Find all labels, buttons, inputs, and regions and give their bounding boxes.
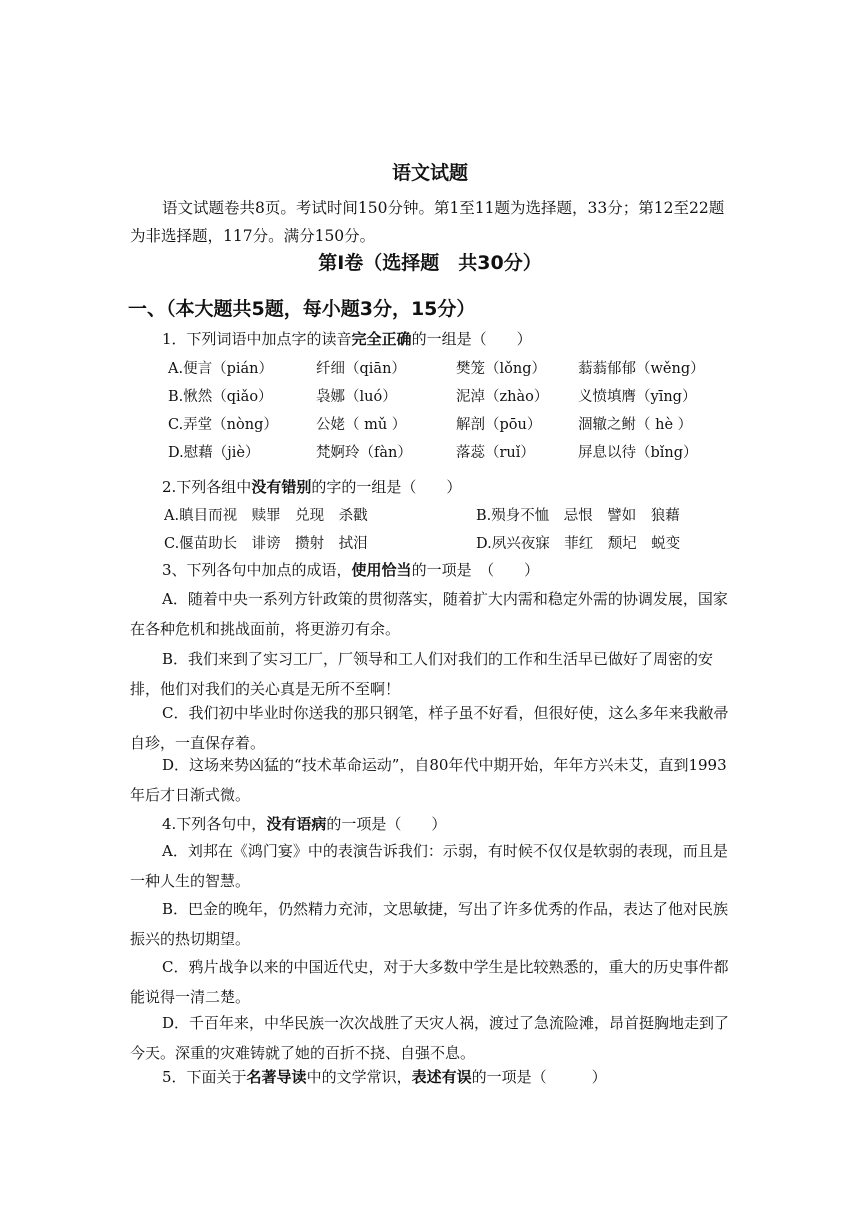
section-title: 第Ⅰ卷（选择题 共30分） [318, 252, 542, 274]
question-3-option-d: D．这场来势凶猛的“技术革命运动”，自80年代中期开始，年年方兴未艾，直到1993年后才日渐式微。 [130, 756, 727, 804]
question-4-stem: 4.下列各句中，没有语病的一项是（ ） [162, 815, 447, 833]
question-1-row-a: A.便言（pián） 纤细（qiān） 樊笼（lǒng） 蓊蓊郁郁（wěng） [168, 361, 705, 377]
question-1-row-d: D.慰藉（jiè） 梵婀玲（fàn） 落蕊（ruǐ） 屏息以待（bǐng） [168, 445, 698, 461]
question-4-option-d: D．千百年来，中华民族一次次战胜了天灾人祸，渡过了急流险滩，昂首挺胸地走到了今天。深重的灾难铸就了她的百折不挠、自强不息。 [130, 1014, 730, 1062]
page-title: 语文试题 [391, 162, 468, 184]
question-5-stem: 5．下面关于名著导读中的文学常识，表述有误的一项是（ ） [162, 1068, 607, 1086]
question-2-stem: 2.下列各组中没有错别的字的一组是（ ） [162, 478, 462, 496]
question-1-row-c: C.弄堂（nòng） 公姥（ mǔ ） 解剖（pōu） 涸辙之鲋（ hè ） [168, 417, 693, 433]
question-1-stem: 1．下列词语中加点字的读音完全正确的一组是（ ） [162, 330, 532, 348]
question-4-option-b: B．巴金的晚年，仍然精力充沛，文思敏捷，写出了许多优秀的作品，表达了他对民族振兴的热切期望。 [130, 900, 729, 948]
exam-intro: 语文试题卷共8页。考试时间150分钟。第1至11题为选择题，33分；第12至22题为非选择题，117分。满分150分。 [130, 199, 725, 245]
question-4-option-c: C．鸦片战争以来的中国近代史，对于大多数中学生是比较熟悉的，重大的历史事件都能说得一清二楚。 [130, 958, 729, 1006]
question-2-row-2: C.偃苗助长 诽谤 攒射 拭泪 D.夙兴夜寐 菲红 颓圮 蜕变 [164, 536, 681, 552]
question-3-option-c: C．我们初中毕业时你送我的那只钢笔，样子虽不好看，但很好使，这么多年来我敝帚自珍，一直保存着。 [130, 704, 729, 752]
question-4-option-a: A．刘邦在《鸿门宴》中的表演告诉我们：示弱，有时候不仅仅是软弱的表现，而且是一种人生的智慧。 [130, 842, 728, 890]
question-2-row-1: A.瞋目而视 赎罪 兑现 杀戳 B.殒身不恤 忌恨 譬如 狼藉 [164, 508, 680, 524]
question-1-row-b: B.愀然（qiǎo） 袅娜（luó） 泥淖（zhào） 义愤填膺（yīng） [168, 389, 697, 405]
question-3-option-b: B．我们来到了实习工厂，厂领导和工人们对我们的工作和生活早已做好了周密的安排，他们对我们的关心真是无所不至啊！ [130, 650, 714, 698]
part-one-heading: 一、（本大题共5题，每小题3分，15分） [128, 298, 476, 320]
question-3-stem: 3、下列各句中加点的成语，使用恰当的一项是 （ ） [162, 561, 540, 579]
question-3-option-a: A．随着中央一系列方针政策的贯彻落实，随着扩大内需和稳定外需的协调发展，国家在各种危机和挑战面前，将更游刃有余。 [130, 590, 728, 638]
